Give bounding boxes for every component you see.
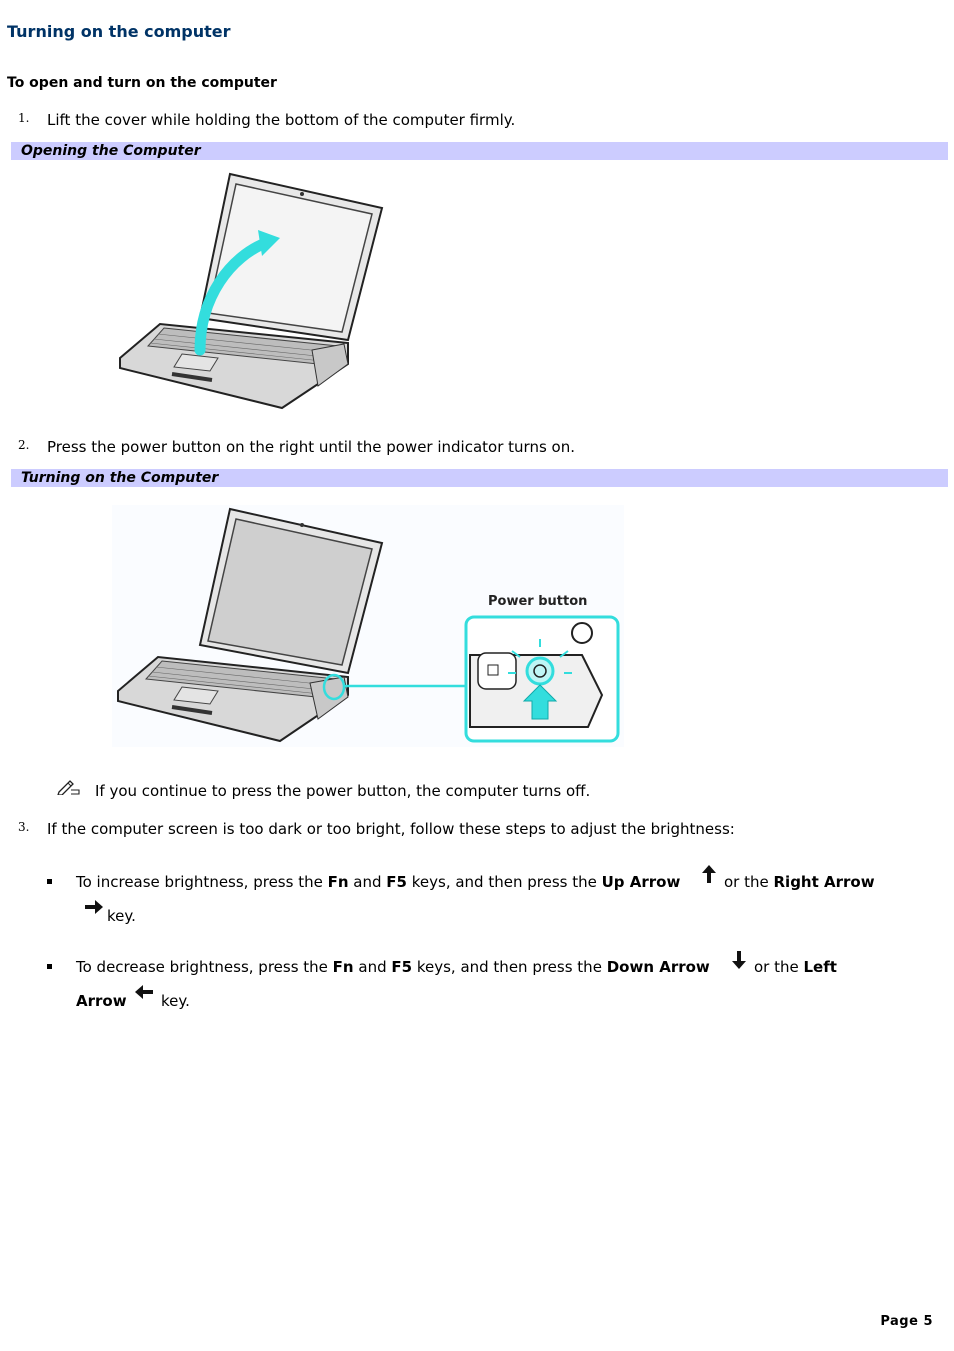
bullet-decrease-line1: To decrease brightness, press the Fn and F5 keys, and then press the Down Arrow	[76, 958, 710, 976]
figure-caption-turning-on: Turning on the Computer	[11, 469, 948, 487]
left-arrow-icon	[134, 983, 154, 1001]
step-3-number: 3.	[18, 820, 30, 834]
note-pencil-icon	[57, 779, 81, 795]
note-text: If you continue to press the power button, the computer turns off.	[95, 782, 591, 800]
power-button-illustration	[112, 505, 624, 747]
step-2-text: Press the power button on the right until the power indicator turns on.	[47, 438, 575, 456]
page-title: Turning on the computer	[7, 22, 231, 41]
bullet-decrease-arrow-label: Arrow	[76, 992, 127, 1010]
up-arrow-icon	[700, 864, 718, 884]
step-1-number: 1.	[18, 111, 30, 125]
right-arrow-icon	[84, 898, 104, 916]
bullet-increase-line1: To increase brightness, press the Fn and F5 keys, and then press the Up Arrow	[76, 873, 681, 891]
laptop-opening-illustration	[112, 168, 392, 416]
figure-caption-opening: Opening the Computer	[11, 142, 948, 160]
bullet-increase-or: or the Right Arrow	[724, 873, 875, 891]
section-subheading: To open and turn on the computer	[7, 75, 277, 91]
step-2-number: 2.	[18, 438, 30, 452]
bullet-decrease-or: or the Left	[754, 958, 837, 976]
down-arrow-icon	[730, 950, 748, 970]
bullet-decrease-end: key.	[161, 992, 190, 1010]
step-1-text: Lift the cover while holding the bottom of the computer firmly.	[47, 111, 516, 129]
bullet-marker	[47, 964, 52, 969]
power-button-callout-label: Power button	[488, 594, 588, 609]
bullet-increase-end: key.	[107, 907, 136, 925]
page-number: Page 5	[880, 1314, 933, 1329]
bullet-marker	[47, 879, 52, 884]
step-3-text: If the computer screen is too dark or too bright, follow these steps to adjust the brightness:	[47, 820, 735, 838]
